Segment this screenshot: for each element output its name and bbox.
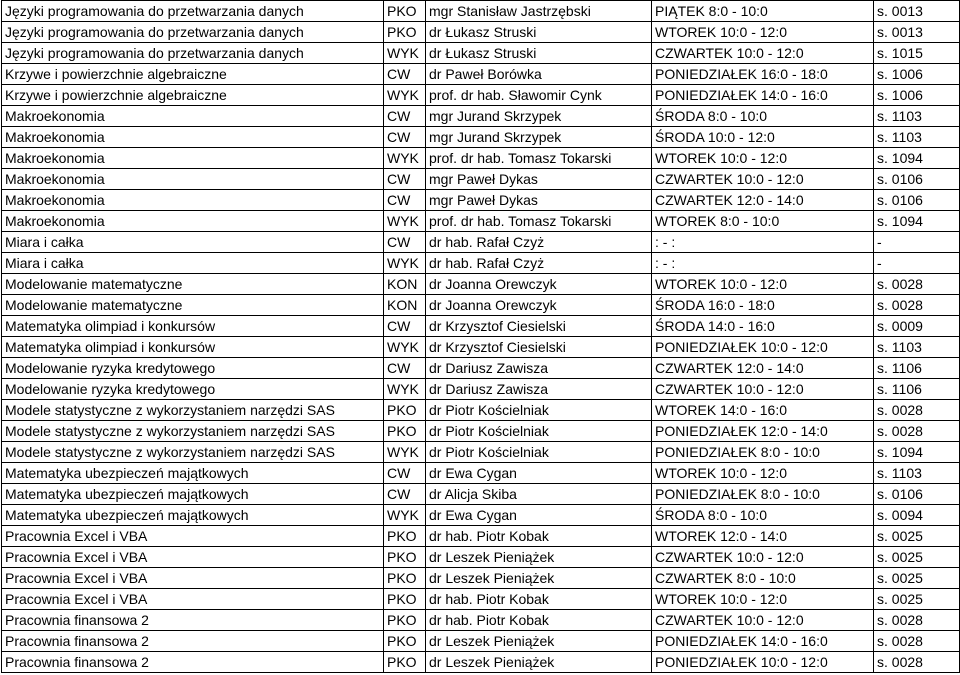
teacher-cell: dr hab. Rafał Czyż bbox=[426, 232, 652, 253]
subject-cell: Makroekonomia bbox=[2, 190, 384, 211]
room-cell: s. 0028 bbox=[874, 295, 960, 316]
time-cell: CZWARTEK 10:0 - 12:0 bbox=[652, 547, 874, 568]
time-cell: CZWARTEK 10:0 - 12:0 bbox=[652, 610, 874, 631]
table-row bbox=[2, 400, 960, 421]
teacher-cell: dr Krzysztof Ciesielski bbox=[426, 337, 652, 358]
teacher-cell: dr hab. Rafał Czyż bbox=[426, 253, 652, 274]
subject-cell: Modelowanie matematyczne bbox=[2, 274, 384, 295]
room-cell: s. 1103 bbox=[874, 106, 960, 127]
subject-cell: Matematyka ubezpieczeń majątkowych bbox=[2, 505, 384, 526]
table-row bbox=[2, 358, 960, 379]
room-cell: s. 0106 bbox=[874, 484, 960, 505]
time-cell: WTOREK 8:0 - 10:0 bbox=[652, 211, 874, 232]
teacher-cell: dr Joanna Orewczyk bbox=[426, 295, 652, 316]
subject-cell: Modelowanie ryzyka kredytowego bbox=[2, 358, 384, 379]
class-type-cell: PKO bbox=[384, 421, 426, 442]
teacher-cell: dr Leszek Pieniążek bbox=[426, 652, 652, 673]
class-type-cell: WYK bbox=[384, 379, 426, 400]
subject-cell: Miara i całka bbox=[2, 232, 384, 253]
class-type-cell: WYK bbox=[384, 253, 426, 274]
table-row bbox=[2, 631, 960, 652]
table-row bbox=[2, 463, 960, 484]
time-cell: WTOREK 14:0 - 16:0 bbox=[652, 400, 874, 421]
class-type-cell: CW bbox=[384, 190, 426, 211]
time-cell: PONIEDZIAŁEK 10:0 - 12:0 bbox=[652, 652, 874, 673]
room-cell: s. 0106 bbox=[874, 190, 960, 211]
teacher-cell: mgr Jurand Skrzypek bbox=[426, 127, 652, 148]
subject-cell: Makroekonomia bbox=[2, 211, 384, 232]
class-type-cell: CW bbox=[384, 169, 426, 190]
teacher-cell: dr Paweł Borówka bbox=[426, 64, 652, 85]
schedule-table bbox=[1, 0, 960, 673]
teacher-cell: dr Dariusz Zawisza bbox=[426, 358, 652, 379]
table-row bbox=[2, 253, 960, 274]
room-cell: s. 1094 bbox=[874, 148, 960, 169]
subject-cell: Modele statystyczne z wykorzystaniem narzędzi SAS bbox=[2, 442, 384, 463]
time-cell: WTOREK 12:0 - 14:0 bbox=[652, 526, 874, 547]
class-type-cell: WYK bbox=[384, 148, 426, 169]
subject-cell: Pracownia finansowa 2 bbox=[2, 631, 384, 652]
table-row bbox=[2, 379, 960, 400]
subject-cell: Makroekonomia bbox=[2, 106, 384, 127]
teacher-cell: dr Leszek Pieniążek bbox=[426, 568, 652, 589]
teacher-cell: dr Leszek Pieniążek bbox=[426, 631, 652, 652]
teacher-cell: dr Piotr Kościelniak bbox=[426, 400, 652, 421]
subject-cell: Matematyka olimpiad i konkursów bbox=[2, 316, 384, 337]
teacher-cell: mgr Jurand Skrzypek bbox=[426, 106, 652, 127]
room-cell: s. 1015 bbox=[874, 43, 960, 64]
class-type-cell: PKO bbox=[384, 1, 426, 22]
table-row bbox=[2, 421, 960, 442]
room-cell: s. 1006 bbox=[874, 85, 960, 106]
room-cell: s. 0094 bbox=[874, 505, 960, 526]
class-type-cell: PKO bbox=[384, 22, 426, 43]
teacher-cell: dr Piotr Kościelniak bbox=[426, 442, 652, 463]
room-cell: - bbox=[874, 232, 960, 253]
time-cell: PONIEDZIAŁEK 8:0 - 10:0 bbox=[652, 442, 874, 463]
class-type-cell: KON bbox=[384, 295, 426, 316]
subject-cell: Pracownia Excel i VBA bbox=[2, 568, 384, 589]
subject-cell: Makroekonomia bbox=[2, 127, 384, 148]
subject-cell: Pracownia finansowa 2 bbox=[2, 652, 384, 673]
class-type-cell: CW bbox=[384, 232, 426, 253]
time-cell: PONIEDZIAŁEK 16:0 - 18:0 bbox=[652, 64, 874, 85]
room-cell: s. 1106 bbox=[874, 379, 960, 400]
room-cell: - bbox=[874, 253, 960, 274]
class-type-cell: CW bbox=[384, 316, 426, 337]
teacher-cell: dr Ewa Cygan bbox=[426, 505, 652, 526]
table-row bbox=[2, 295, 960, 316]
class-type-cell: WYK bbox=[384, 211, 426, 232]
subject-cell: Krzywe i powierzchnie algebraiczne bbox=[2, 64, 384, 85]
class-type-cell: PKO bbox=[384, 631, 426, 652]
room-cell: s. 0028 bbox=[874, 610, 960, 631]
teacher-cell: prof. dr hab. Tomasz Tokarski bbox=[426, 148, 652, 169]
teacher-cell: dr Piotr Kościelniak bbox=[426, 421, 652, 442]
room-cell: s. 0028 bbox=[874, 421, 960, 442]
teacher-cell: dr Krzysztof Ciesielski bbox=[426, 316, 652, 337]
table-row bbox=[2, 337, 960, 358]
time-cell: PONIEDZIAŁEK 8:0 - 10:0 bbox=[652, 484, 874, 505]
time-cell: CZWARTEK 10:0 - 12:0 bbox=[652, 379, 874, 400]
time-cell: WTOREK 10:0 - 12:0 bbox=[652, 148, 874, 169]
table-row bbox=[2, 505, 960, 526]
teacher-cell: mgr Paweł Dykas bbox=[426, 169, 652, 190]
room-cell: s. 0025 bbox=[874, 547, 960, 568]
subject-cell: Pracownia finansowa 2 bbox=[2, 610, 384, 631]
subject-cell: Makroekonomia bbox=[2, 169, 384, 190]
class-type-cell: CW bbox=[384, 106, 426, 127]
class-type-cell: WYK bbox=[384, 505, 426, 526]
table-row bbox=[2, 568, 960, 589]
class-type-cell: PKO bbox=[384, 547, 426, 568]
table-row bbox=[2, 442, 960, 463]
table-row bbox=[2, 232, 960, 253]
table-row bbox=[2, 190, 960, 211]
room-cell: s. 0028 bbox=[874, 400, 960, 421]
table-row bbox=[2, 22, 960, 43]
teacher-cell: dr Leszek Pieniążek bbox=[426, 547, 652, 568]
room-cell: s. 0025 bbox=[874, 526, 960, 547]
class-type-cell: CW bbox=[384, 463, 426, 484]
time-cell: WTOREK 10:0 - 12:0 bbox=[652, 589, 874, 610]
room-cell: s. 1103 bbox=[874, 463, 960, 484]
teacher-cell: dr Ewa Cygan bbox=[426, 463, 652, 484]
time-cell: WTOREK 10:0 - 12:0 bbox=[652, 463, 874, 484]
class-type-cell: PKO bbox=[384, 400, 426, 421]
time-cell: : - : bbox=[652, 253, 874, 274]
class-type-cell: PKO bbox=[384, 652, 426, 673]
room-cell: s. 1094 bbox=[874, 211, 960, 232]
table-row bbox=[2, 589, 960, 610]
table-row bbox=[2, 316, 960, 337]
room-cell: s. 1094 bbox=[874, 442, 960, 463]
class-type-cell: PKO bbox=[384, 610, 426, 631]
teacher-cell: dr hab. Piotr Kobak bbox=[426, 589, 652, 610]
class-type-cell: KON bbox=[384, 274, 426, 295]
table-row bbox=[2, 64, 960, 85]
teacher-cell: dr hab. Piotr Kobak bbox=[426, 526, 652, 547]
time-cell: WTOREK 10:0 - 12:0 bbox=[652, 274, 874, 295]
subject-cell: Języki programowania do przetwarzania danych bbox=[2, 1, 384, 22]
teacher-cell: dr Łukasz Struski bbox=[426, 43, 652, 64]
time-cell: CZWARTEK 10:0 - 12:0 bbox=[652, 169, 874, 190]
room-cell: s. 0106 bbox=[874, 169, 960, 190]
subject-cell: Pracownia Excel i VBA bbox=[2, 547, 384, 568]
room-cell: s. 1103 bbox=[874, 127, 960, 148]
room-cell: s. 0025 bbox=[874, 568, 960, 589]
teacher-cell: dr hab. Piotr Kobak bbox=[426, 610, 652, 631]
subject-cell: Pracownia Excel i VBA bbox=[2, 526, 384, 547]
table-row bbox=[2, 148, 960, 169]
room-cell: s. 0009 bbox=[874, 316, 960, 337]
time-cell: ŚRODA 14:0 - 16:0 bbox=[652, 316, 874, 337]
room-cell: s. 1103 bbox=[874, 337, 960, 358]
time-cell: PIĄTEK 8:0 - 10:0 bbox=[652, 1, 874, 22]
table-row bbox=[2, 106, 960, 127]
time-cell: CZWARTEK 12:0 - 14:0 bbox=[652, 358, 874, 379]
table-row bbox=[2, 85, 960, 106]
table-row bbox=[2, 547, 960, 568]
table-row bbox=[2, 127, 960, 148]
room-cell: s. 0028 bbox=[874, 274, 960, 295]
class-type-cell: PKO bbox=[384, 568, 426, 589]
subject-cell: Matematyka ubezpieczeń majątkowych bbox=[2, 484, 384, 505]
teacher-cell: mgr Stanisław Jastrzębski bbox=[426, 1, 652, 22]
time-cell: ŚRODA 8:0 - 10:0 bbox=[652, 106, 874, 127]
class-type-cell: WYK bbox=[384, 43, 426, 64]
teacher-cell: mgr Paweł Dykas bbox=[426, 190, 652, 211]
room-cell: s. 0025 bbox=[874, 589, 960, 610]
subject-cell: Makroekonomia bbox=[2, 148, 384, 169]
class-type-cell: CW bbox=[384, 127, 426, 148]
subject-cell: Języki programowania do przetwarzania danych bbox=[2, 43, 384, 64]
table-row bbox=[2, 1, 960, 22]
subject-cell: Miara i całka bbox=[2, 253, 384, 274]
teacher-cell: prof. dr hab. Sławomir Cynk bbox=[426, 85, 652, 106]
time-cell: PONIEDZIAŁEK 12:0 - 14:0 bbox=[652, 421, 874, 442]
time-cell: CZWARTEK 10:0 - 12:0 bbox=[652, 43, 874, 64]
teacher-cell: dr Alicja Skiba bbox=[426, 484, 652, 505]
table-row bbox=[2, 169, 960, 190]
subject-cell: Matematyka ubezpieczeń majątkowych bbox=[2, 463, 384, 484]
subject-cell: Modelowanie matematyczne bbox=[2, 295, 384, 316]
time-cell: ŚRODA 8:0 - 10:0 bbox=[652, 505, 874, 526]
class-type-cell: CW bbox=[384, 64, 426, 85]
class-type-cell: WYK bbox=[384, 442, 426, 463]
time-cell: ŚRODA 16:0 - 18:0 bbox=[652, 295, 874, 316]
table-row bbox=[2, 526, 960, 547]
table-row bbox=[2, 211, 960, 232]
time-cell: ŚRODA 10:0 - 12:0 bbox=[652, 127, 874, 148]
room-cell: s. 1106 bbox=[874, 358, 960, 379]
subject-cell: Pracownia Excel i VBA bbox=[2, 589, 384, 610]
table-row bbox=[2, 610, 960, 631]
subject-cell: Modele statystyczne z wykorzystaniem narzędzi SAS bbox=[2, 400, 384, 421]
teacher-cell: dr Dariusz Zawisza bbox=[426, 379, 652, 400]
time-cell: PONIEDZIAŁEK 14:0 - 16:0 bbox=[652, 631, 874, 652]
time-cell: CZWARTEK 8:0 - 10:0 bbox=[652, 568, 874, 589]
class-type-cell: CW bbox=[384, 358, 426, 379]
room-cell: s. 1006 bbox=[874, 64, 960, 85]
class-type-cell: PKO bbox=[384, 526, 426, 547]
room-cell: s. 0013 bbox=[874, 22, 960, 43]
table-row bbox=[2, 43, 960, 64]
time-cell: WTOREK 10:0 - 12:0 bbox=[652, 22, 874, 43]
teacher-cell: dr Joanna Orewczyk bbox=[426, 274, 652, 295]
teacher-cell: prof. dr hab. Tomasz Tokarski bbox=[426, 211, 652, 232]
teacher-cell: dr Łukasz Struski bbox=[426, 22, 652, 43]
table-row bbox=[2, 484, 960, 505]
time-cell: PONIEDZIAŁEK 14:0 - 16:0 bbox=[652, 85, 874, 106]
subject-cell: Modelowanie ryzyka kredytowego bbox=[2, 379, 384, 400]
time-cell: CZWARTEK 12:0 - 14:0 bbox=[652, 190, 874, 211]
room-cell: s. 0013 bbox=[874, 1, 960, 22]
schedule-table-body bbox=[2, 1, 960, 673]
room-cell: s. 0028 bbox=[874, 631, 960, 652]
table-row bbox=[2, 652, 960, 673]
subject-cell: Języki programowania do przetwarzania danych bbox=[2, 22, 384, 43]
time-cell: : - : bbox=[652, 232, 874, 253]
time-cell: PONIEDZIAŁEK 10:0 - 12:0 bbox=[652, 337, 874, 358]
class-type-cell: PKO bbox=[384, 589, 426, 610]
subject-cell: Krzywe i powierzchnie algebraiczne bbox=[2, 85, 384, 106]
subject-cell: Modele statystyczne z wykorzystaniem narzędzi SAS bbox=[2, 421, 384, 442]
subject-cell: Matematyka olimpiad i konkursów bbox=[2, 337, 384, 358]
class-type-cell: WYK bbox=[384, 337, 426, 358]
table-row bbox=[2, 274, 960, 295]
class-type-cell: CW bbox=[384, 484, 426, 505]
room-cell: s. 0028 bbox=[874, 652, 960, 673]
class-type-cell: WYK bbox=[384, 85, 426, 106]
